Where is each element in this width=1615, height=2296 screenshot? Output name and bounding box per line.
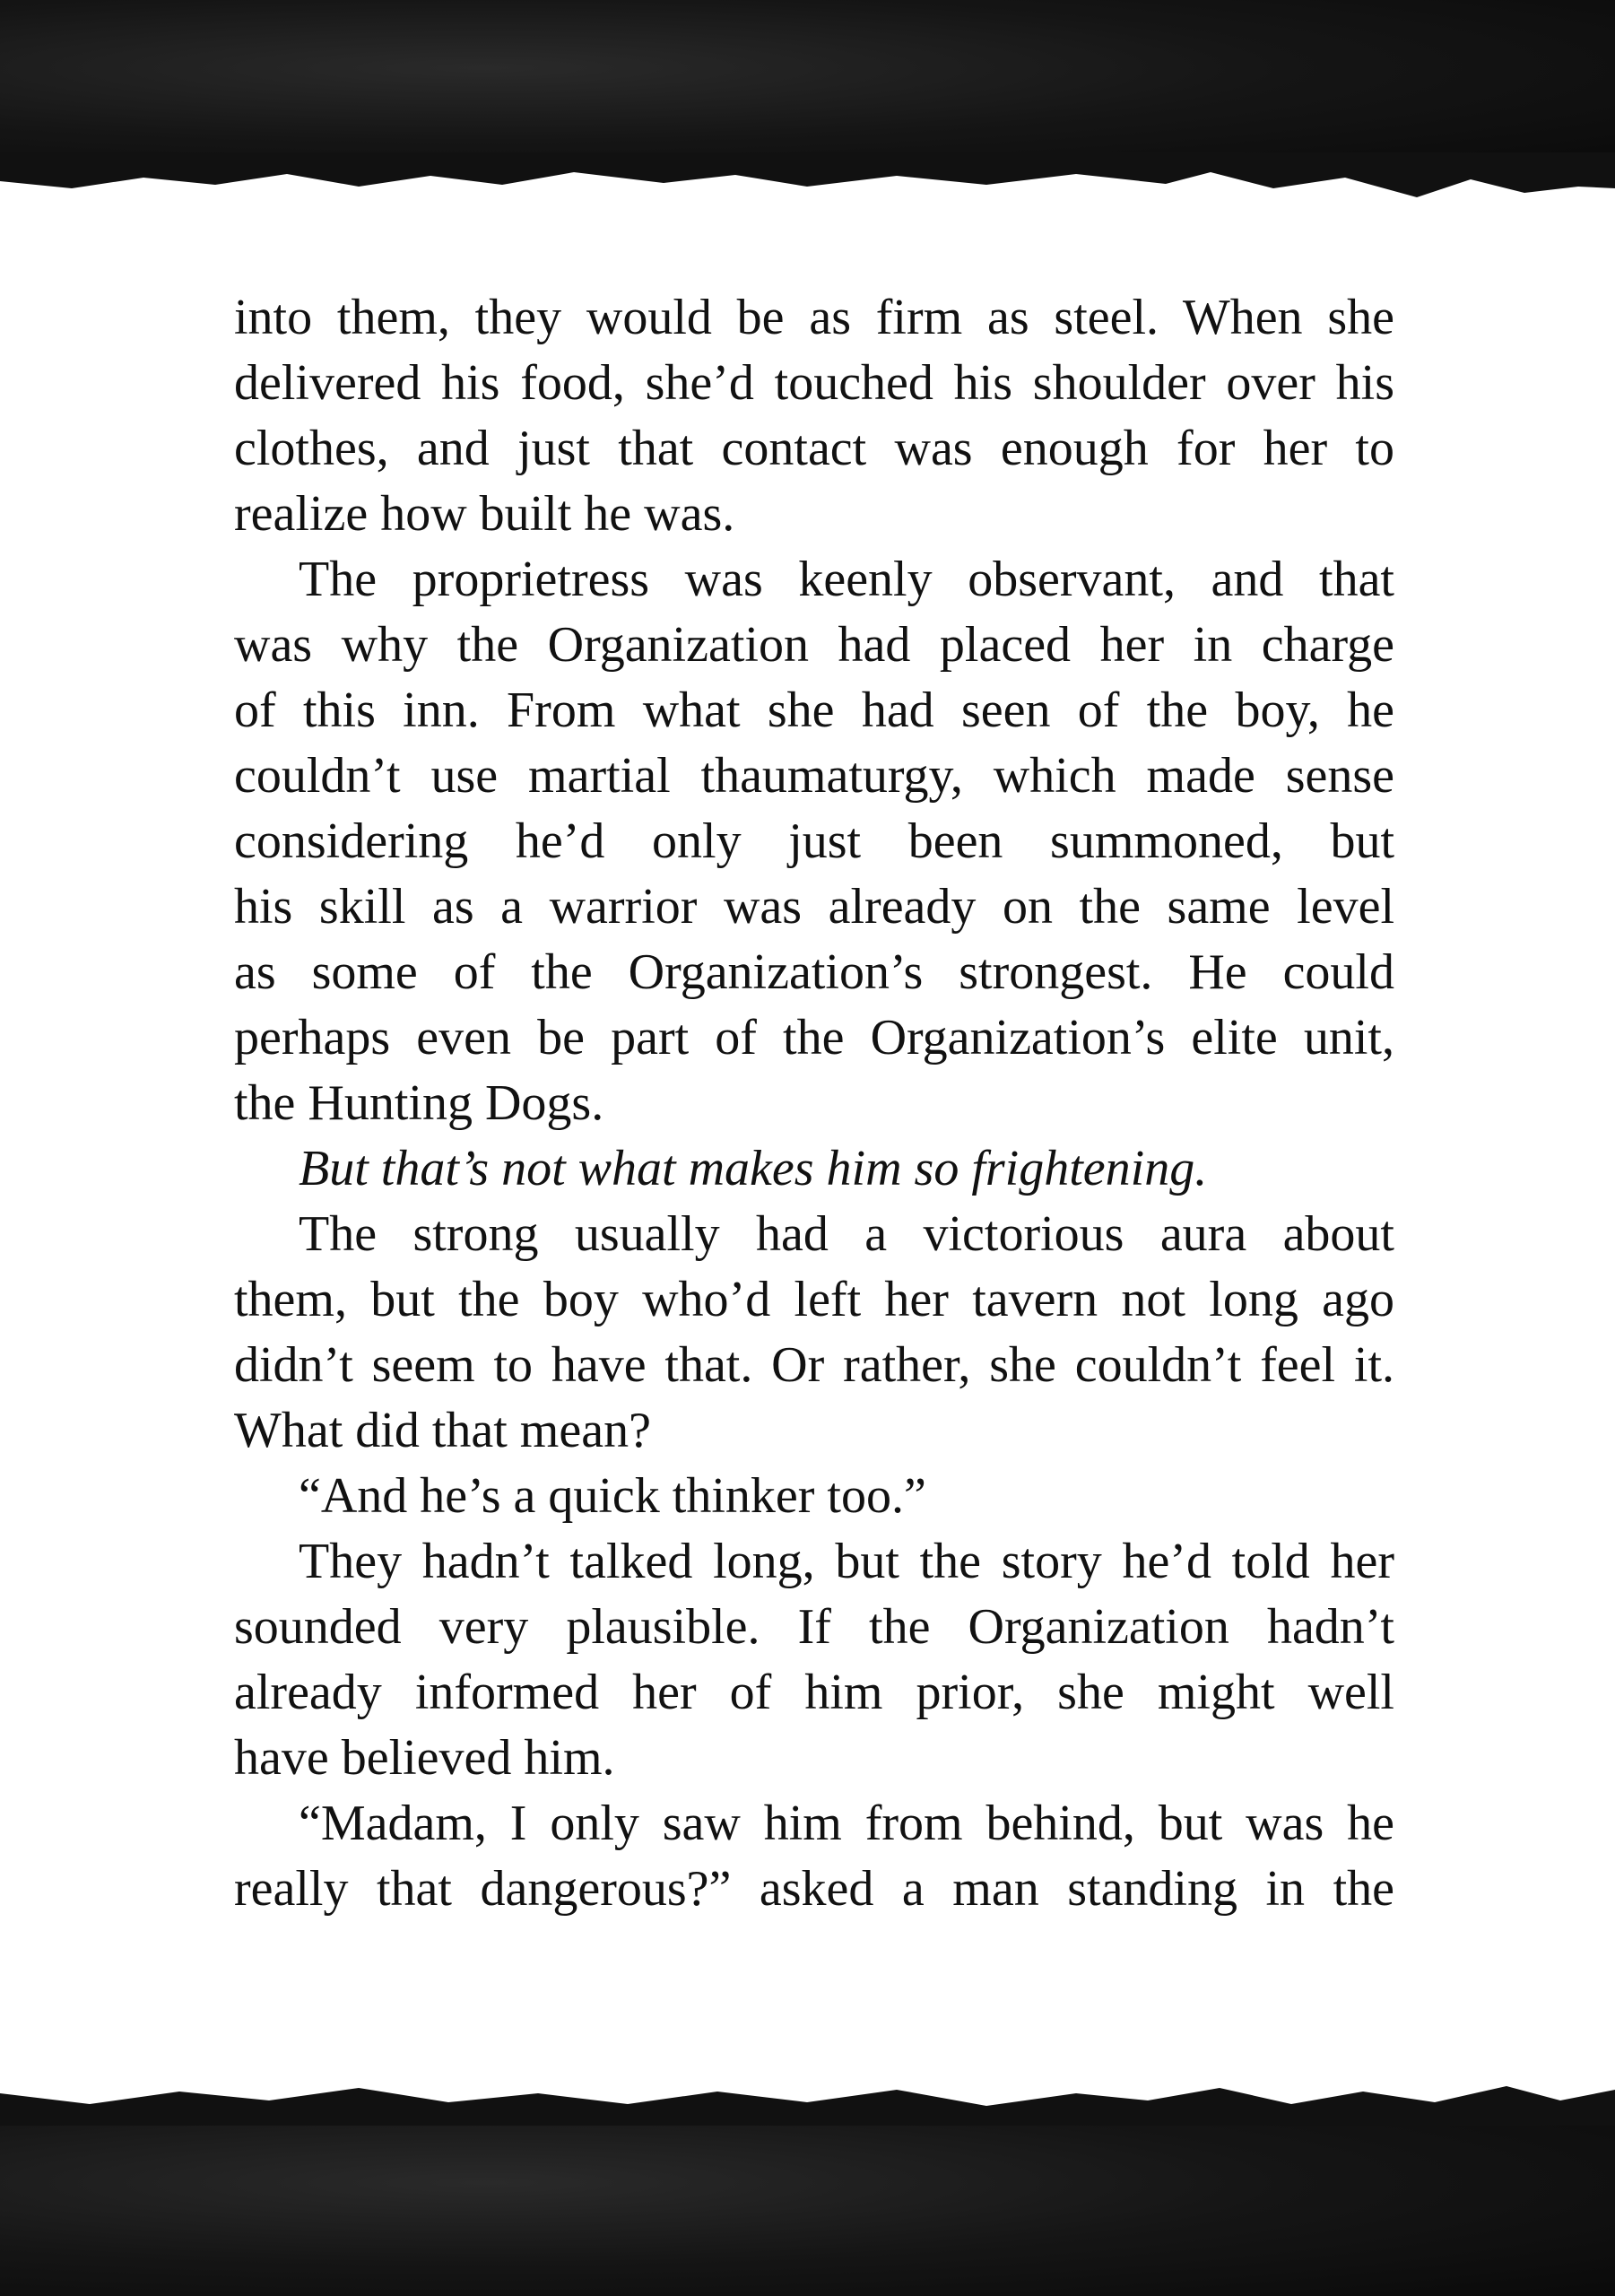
bottom-ink-border: [0, 2108, 1615, 2296]
paragraph: [234, 285, 1394, 547]
text-line: “And he’s a quick thinker too.”: [299, 1468, 926, 1524]
text-line: was why the Organization had placed her in charge: [234, 617, 1394, 673]
text-line: “Madam, I only saw him from behind, but was he: [299, 1796, 1394, 1851]
bottom-ragged-edge: [0, 2081, 1615, 2126]
paragraph: [234, 547, 1394, 1136]
text-line: have believed him.: [234, 1730, 615, 1786]
text-line: They hadn’t talked long, but the story he’d told her: [299, 1534, 1394, 1589]
paragraph: [234, 1202, 1394, 1464]
text-line: the Hunting Dogs.: [234, 1075, 604, 1131]
paragraph: [234, 1529, 1394, 1791]
paragraph: [234, 1136, 1394, 1202]
top-ragged-edge: [0, 152, 1615, 206]
page-body-text: [234, 285, 1394, 1922]
text-line: The proprietress was keenly observant, and that: [299, 552, 1394, 607]
text-line: But that’s not what makes him so frightening.: [299, 1141, 1208, 1196]
text-line: The strong usually had a victorious aura about: [299, 1206, 1394, 1262]
text-line: as some of the Organization’s strongest. He could: [234, 944, 1394, 1000]
text-line: clothes, and just that contact was enough for her to: [234, 421, 1394, 476]
text-line: them, but the boy who’d left her tavern not long ago: [234, 1272, 1394, 1327]
text-line: sounded very plausible. If the Organization hadn’t: [234, 1599, 1394, 1655]
text-line: What did that mean?: [234, 1403, 651, 1458]
text-line: into them, they would be as firm as steel. When she: [234, 290, 1394, 345]
text-line: realize how built he was.: [234, 486, 735, 542]
text-line: delivered his food, she’d touched his shoulder over his: [234, 355, 1394, 411]
text-line: already informed her of him prior, she might well: [234, 1665, 1394, 1720]
top-ink-border: [0, 0, 1615, 170]
paragraph: [234, 1464, 1394, 1529]
text-line: really that dangerous?” asked a man standing in the: [234, 1861, 1394, 1917]
text-line: couldn’t use martial thaumaturgy, which made sense: [234, 748, 1394, 804]
text-line: of this inn. From what she had seen of the boy, he: [234, 683, 1394, 738]
text-line: didn’t seem to have that. Or rather, she couldn’t feel it.: [234, 1337, 1394, 1393]
text-line: his skill as a warrior was already on the same level: [234, 879, 1394, 935]
text-line: considering he’d only just been summoned, but: [234, 813, 1394, 869]
text-line: perhaps even be part of the Organization’s elite unit,: [234, 1010, 1394, 1065]
paragraph: [234, 1791, 1394, 1922]
